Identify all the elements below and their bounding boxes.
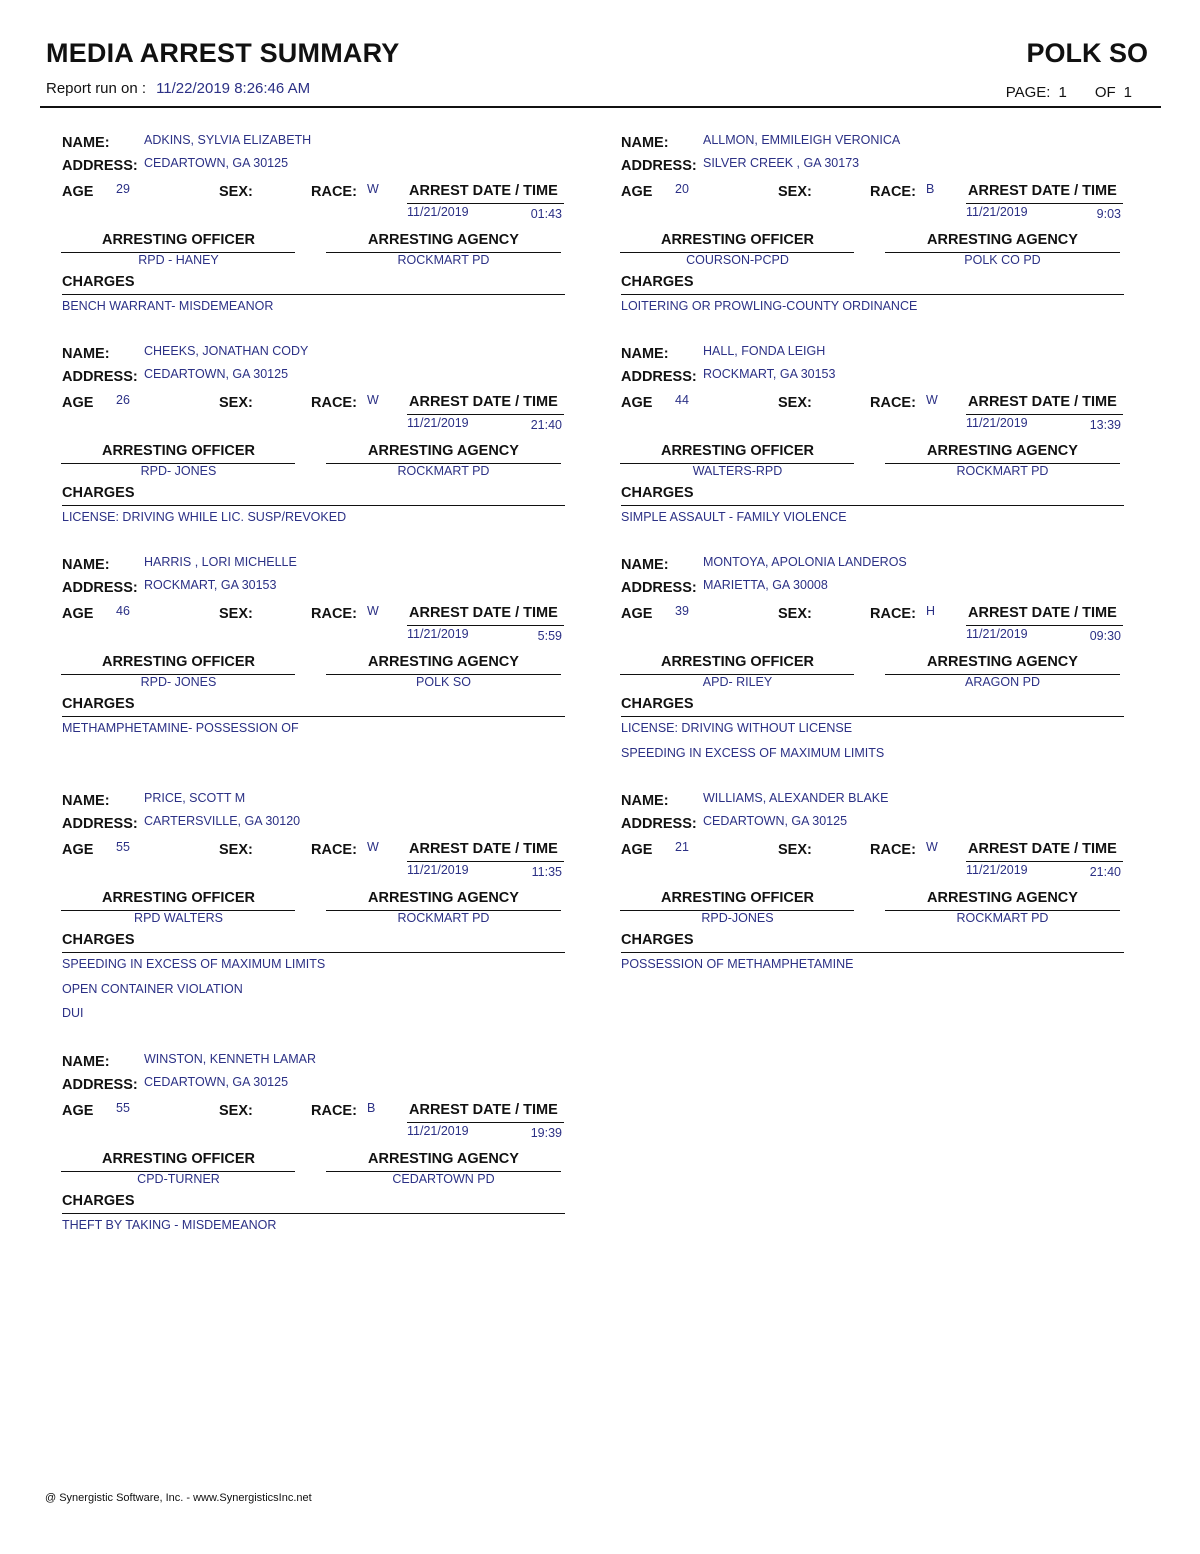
of-label: OF [1094,84,1116,101]
arrestee-age: 44 [675,393,689,407]
arrest-date: 11/21/2019 [966,863,1028,877]
arrest-datetime-label: ARREST DATE / TIME [968,605,1117,621]
address-label: ADDRESS: [62,580,138,596]
age-label: AGE [62,842,94,858]
arrest-datetime-label: ARREST DATE / TIME [968,394,1117,410]
charge-item: LICENSE: DRIVING WHILE LIC. SUSP/REVOKED [62,510,347,524]
arrestee-name: WINSTON, KENNETH LAMAR [144,1052,317,1066]
arresting-agency: CEDARTOWN PD [392,1172,495,1186]
charge-item: SPEEDING IN EXCESS OF MAXIMUM LIMITS [621,745,885,760]
race-label: RACE: [870,842,916,858]
charge-item: DUI [62,1006,84,1020]
arresting-officer: RPD - HANEY [138,253,219,267]
age-label: AGE [62,1103,94,1119]
arrestee-race: H [926,604,936,618]
arrest-date: 11/21/2019 [966,627,1028,641]
arresting-officer: WALTERS-RPD [692,464,783,478]
arrest-datetime-rule [407,625,564,626]
race-label: RACE: [311,184,357,200]
arresting-officer: RPD-JONES [701,911,774,925]
arrestee-address: ROCKMART, GA 30153 [144,578,277,592]
charge-item: SPEEDING IN EXCESS OF MAXIMUM LIMITS [62,957,326,971]
charge-item: POSSESSION OF METHAMPHETAMINE [621,957,854,971]
arresting-officer: RPD- JONES [140,464,217,478]
address-label: ADDRESS: [621,580,697,596]
arrestee-age: 20 [675,182,689,196]
charge-item: METHAMPHETAMINE- POSSESSION OF [62,721,299,735]
charges-label: CHARGES [62,274,135,290]
arrestee-name: PRICE, SCOTT M [144,791,246,805]
arrest-time: 21:40 [530,418,562,432]
report-run-label: Report run on : [46,80,147,97]
arrestee-age: 21 [675,840,689,854]
name-label: NAME: [621,346,669,362]
arresting-agency-label: ARRESTING AGENCY [368,232,519,248]
name-label: NAME: [62,346,110,362]
arrest-datetime-rule [966,203,1123,204]
sex-label: SEX: [219,606,253,622]
arrest-record [621,344,1126,524]
name-label: NAME: [62,793,110,809]
sex-label: SEX: [778,395,812,411]
charges-label: CHARGES [621,932,694,948]
arrestee-address: ROCKMART, GA 30153 [703,367,836,381]
arrest-date: 11/21/2019 [966,205,1028,219]
arrestee-address: CEDARTOWN, GA 30125 [144,367,289,381]
arrestee-race: W [367,393,379,407]
arresting-agency: ROCKMART PD [397,253,490,267]
age-label: AGE [621,184,653,200]
report-run-line [46,80,310,97]
arresting-officer-label: ARRESTING OFFICER [660,654,815,670]
arresting-agency-label: ARRESTING AGENCY [368,654,519,670]
name-label: NAME: [621,793,669,809]
arrest-time: 9:03 [1096,207,1121,221]
charges-label: CHARGES [62,932,135,948]
name-label: NAME: [62,557,110,573]
arresting-agency: ROCKMART PD [956,911,1049,925]
footer-copyright: @ Synergistic Software, Inc. - www.SynergisticsInc.net [45,1492,312,1504]
arrest-record [62,344,567,524]
address-label: ADDRESS: [62,158,138,174]
arresting-officer-label: ARRESTING OFFICER [660,443,815,459]
arrest-date: 11/21/2019 [407,416,469,430]
arresting-officer-label: ARRESTING OFFICER [101,890,256,906]
sex-label: SEX: [219,395,253,411]
report-agency: POLK SO [1026,38,1148,68]
address-label: ADDRESS: [621,369,697,385]
charge-item: LICENSE: DRIVING WITHOUT LICENSE [621,721,853,735]
arresting-agency-label: ARRESTING AGENCY [927,443,1078,459]
charges-label: CHARGES [62,696,135,712]
race-label: RACE: [870,184,916,200]
charges-rule [62,952,565,953]
name-label: NAME: [62,1054,110,1070]
report-run-value: 11/22/2019 8:26:46 AM [156,80,311,97]
arresting-agency: POLK SO [416,675,471,689]
page-indicator [1006,84,1132,101]
arresting-officer-label: ARRESTING OFFICER [101,232,256,248]
arrestee-race: W [367,840,379,854]
charges-rule [62,505,565,506]
charge-item: OPEN CONTAINER VIOLATION [62,981,243,996]
charges-rule [62,1213,565,1214]
arresting-agency: POLK CO PD [964,253,1041,267]
race-label: RACE: [311,395,357,411]
arresting-agency-label: ARRESTING AGENCY [368,443,519,459]
arrestee-age: 55 [116,840,130,854]
charges-rule [62,716,565,717]
arrest-datetime-rule [966,861,1123,862]
arrest-record [62,791,567,1020]
arrestee-name: WILLIAMS, ALEXANDER BLAKE [703,791,889,805]
arrest-time: 19:39 [530,1126,562,1140]
address-label: ADDRESS: [62,816,138,832]
arrest-record [62,133,567,313]
arrestee-age: 55 [116,1101,130,1115]
arrest-datetime-rule [407,203,564,204]
arrest-datetime-label: ARREST DATE / TIME [409,183,558,199]
arrest-time: 09:30 [1089,629,1121,643]
charges-label: CHARGES [62,1193,135,1209]
arrest-time: 13:39 [1089,418,1121,432]
sex-label: SEX: [219,1103,253,1119]
page-number: 1 [1058,84,1067,101]
arrest-date: 11/21/2019 [407,1124,469,1138]
charges-rule [621,716,1124,717]
arresting-agency: ARAGON PD [964,675,1040,689]
charges-rule [621,952,1124,953]
arrest-datetime-rule [407,1122,564,1123]
arrestee-race: B [926,182,935,196]
arrest-record [621,791,1126,971]
sex-label: SEX: [778,606,812,622]
header-divider [40,106,1161,108]
arresting-agency-label: ARRESTING AGENCY [927,232,1078,248]
report-title: MEDIA ARREST SUMMARY [46,38,400,68]
arrestee-name: ALLMON, EMMILEIGH VERONICA [703,133,901,147]
race-label: RACE: [311,842,357,858]
arresting-officer: RPD- JONES [140,675,217,689]
arrest-time: 21:40 [1089,865,1121,879]
arrestee-address: CEDARTOWN, GA 30125 [144,156,289,170]
charge-item: SIMPLE ASSAULT - FAMILY VIOLENCE [621,510,847,524]
arresting-officer: COURSON-PCPD [686,253,789,267]
arrestee-name: HARRIS , LORI MICHELLE [144,555,297,569]
arresting-agency: ROCKMART PD [956,464,1049,478]
name-label: NAME: [621,135,669,151]
arrest-record [621,555,1126,760]
arrestee-age: 26 [116,393,130,407]
arrest-date: 11/21/2019 [407,205,469,219]
race-label: RACE: [311,1103,357,1119]
arrest-time: 11:35 [531,865,562,879]
arrest-datetime-rule [966,625,1123,626]
age-label: AGE [621,606,653,622]
age-label: AGE [621,842,653,858]
arrestee-race: B [367,1101,376,1115]
age-label: AGE [62,184,94,200]
race-label: RACE: [870,606,916,622]
arresting-agency: ROCKMART PD [397,911,490,925]
charges-rule [621,505,1124,506]
charges-label: CHARGES [62,485,135,501]
arrestee-name: CHEEKS, JONATHAN CODY [144,344,309,358]
arrestee-address: CEDARTOWN, GA 30125 [144,1075,289,1089]
arrest-datetime-label: ARREST DATE / TIME [968,841,1117,857]
arrestee-age: 29 [116,182,130,196]
arrestee-race: W [367,604,379,618]
sex-label: SEX: [778,184,812,200]
arrest-datetime-label: ARREST DATE / TIME [968,183,1117,199]
arrestee-name: HALL, FONDA LEIGH [703,344,826,358]
arresting-agency-label: ARRESTING AGENCY [927,890,1078,906]
arrest-datetime-rule [407,414,564,415]
arrestee-race: W [367,182,379,196]
charge-item: BENCH WARRANT- MISDEMEANOR [62,299,274,313]
sex-label: SEX: [778,842,812,858]
address-label: ADDRESS: [62,1077,138,1093]
age-label: AGE [62,606,94,622]
arresting-officer: APD- RILEY [702,675,773,689]
arresting-agency: ROCKMART PD [397,464,490,478]
name-label: NAME: [62,135,110,151]
arrest-record [62,1052,567,1232]
charges-rule [621,294,1124,295]
arrestee-name: ADKINS, SYLVIA ELIZABETH [144,133,312,147]
charge-item: LOITERING OR PROWLING-COUNTY ORDINANCE [621,299,918,313]
charges-label: CHARGES [621,274,694,290]
page-total: 1 [1123,84,1132,101]
arrestee-race: W [926,393,938,407]
arresting-officer-label: ARRESTING OFFICER [101,654,256,670]
arrestee-name: MONTOYA, APOLONIA LANDEROS [703,555,907,569]
arresting-officer-label: ARRESTING OFFICER [101,1151,256,1167]
sex-label: SEX: [219,184,253,200]
arrest-datetime-label: ARREST DATE / TIME [409,605,558,621]
arrest-time: 5:59 [537,629,562,643]
address-label: ADDRESS: [62,369,138,385]
arrest-record [621,133,1126,313]
race-label: RACE: [311,606,357,622]
charge-item: THEFT BY TAKING - MISDEMEANOR [62,1218,277,1232]
arresting-officer-label: ARRESTING OFFICER [660,232,815,248]
race-label: RACE: [870,395,916,411]
sex-label: SEX: [219,842,253,858]
arrest-date: 11/21/2019 [966,416,1028,430]
arresting-officer: RPD WALTERS [134,911,223,925]
address-label: ADDRESS: [621,816,697,832]
arrest-datetime-label: ARREST DATE / TIME [409,1102,558,1118]
arresting-officer: CPD-TURNER [137,1172,220,1186]
arresting-agency-label: ARRESTING AGENCY [927,654,1078,670]
arrestee-race: W [926,840,938,854]
page-label: PAGE: [1005,84,1051,101]
arrestee-age: 39 [675,604,689,618]
arrestee-address: MARIETTA, GA 30008 [703,578,828,592]
charges-label: CHARGES [621,485,694,501]
arrestee-address: CEDARTOWN, GA 30125 [703,814,848,828]
charges-rule [62,294,565,295]
arrest-datetime-rule [966,414,1123,415]
arrest-record [62,555,567,735]
arrestee-age: 46 [116,604,130,618]
arrest-date: 11/21/2019 [407,627,469,641]
charges-label: CHARGES [621,696,694,712]
arrestee-address: SILVER CREEK , GA 30173 [703,156,860,170]
arrest-time: 01:43 [530,207,562,221]
age-label: AGE [621,395,653,411]
arresting-officer-label: ARRESTING OFFICER [660,890,815,906]
name-label: NAME: [621,557,669,573]
age-label: AGE [62,395,94,411]
arrest-datetime-label: ARREST DATE / TIME [409,841,558,857]
arrest-datetime-rule [407,861,564,862]
address-label: ADDRESS: [621,158,697,174]
arresting-officer-label: ARRESTING OFFICER [101,443,256,459]
arrest-datetime-label: ARREST DATE / TIME [409,394,558,410]
arrest-date: 11/21/2019 [407,863,469,877]
arrestee-address: CARTERSVILLE, GA 30120 [144,814,301,828]
arresting-agency-label: ARRESTING AGENCY [368,890,519,906]
arresting-agency-label: ARRESTING AGENCY [368,1151,519,1167]
